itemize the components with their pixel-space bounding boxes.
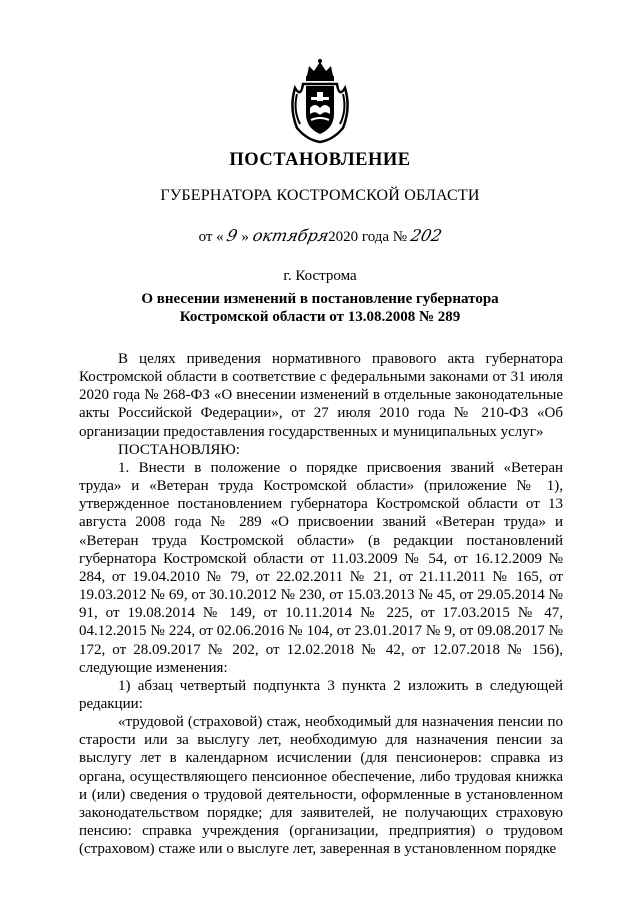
body-paragraph: ПОСТАНОВЛЯЮ: [118,441,240,458]
date-year: 2020 года № [328,229,408,245]
document-number-handwritten: 202 [408,226,444,245]
body-paragraph: 1) абзац четвертый подпункта 3 пункта 2 изложить в следующей редакции: [79,677,563,712]
date-month-handwritten: октября [250,226,331,245]
date-prefix: от « [198,229,224,245]
date-mid: » [241,229,249,245]
body-paragraph: «трудовой (страховой) стаж, необходимый для назначения пенсии по старости или за выслугу лет, необходимую для назначения пенсии за выслугу лет в календарном исчислении (для пенсионеров: справка из органа, осуществляющего пенсионное обеспечение, либо трудовая книжка и (или) сведения о трудовой деятельности, оформленные в установленном законодательством порядке; для заявителей, не получающих страховую пенсию: справка учреждения (организации, предприятия) о трудовом (страховом) стаже или о выслуге лет, заверенная в установленном порядке [79,714,563,858]
date-day-handwritten: 9 [225,226,240,245]
issuing-authority: ГУБЕРНАТОРА КОСТРОМСКОЙ ОБЛАСТИ [160,187,480,204]
body-paragraph: 1. Внести в положение о порядке присвоения званий «Ветеран труда» и «Ветеран труда Костромской области» (приложение № 1), утвержденное постановлением губернатора Костромской области от 13 августа 2008 года № 289 «О присвоении званий «Ветеран труда» и «Ветеран труда Костромской области» (в редакции постановлений губернатора Костромской области от 11.03.2009 № 54, от 16.12.2009 № 284, от 19.04.2010 № 79, от 22.02.2011 № 21, от 21.11.2011 № 165, от 19.03.2012 № 69, от 30.10.2012 № 230, от 15.03.2013 № 45, от 29.05.2014 № 91, от 19.08.2014 № 149, от 10.11.2014 № 225, от 17.03.2015 № 47, 04.12.2015 № 224, от 02.06.2016 № 104, от 23.01.2017 № 9, от 09.08.2017 № 172, от 28.09.2017 № 202, от 12.02.2018 № 42, от 12.07.2018 № 156), следующие изменения: [79,459,563,676]
document-date-number [0,226,640,246]
document-body [79,350,563,858]
document-heading: О внесении изменений в постановление губернатора Костромской области от 13.08.2008 № 289 [141,291,499,325]
document-title: ПОСТАНОВЛЕНИЕ [229,150,411,170]
issue-city: г. Кострома [283,268,357,284]
body-paragraph: В целях приведения нормативного правового акта губернатора Костромской области в соответствие с федеральными законами от 31 июля 2020 года № 268-ФЗ «О внесении изменений в отдельные законодательные акты Российской Федерации», от 27 июля 2010 года № 210-ФЗ «Об организации предоставления государственных и муниципальных услуг» [79,351,563,440]
kostroma-coat-of-arms-icon [287,58,353,144]
